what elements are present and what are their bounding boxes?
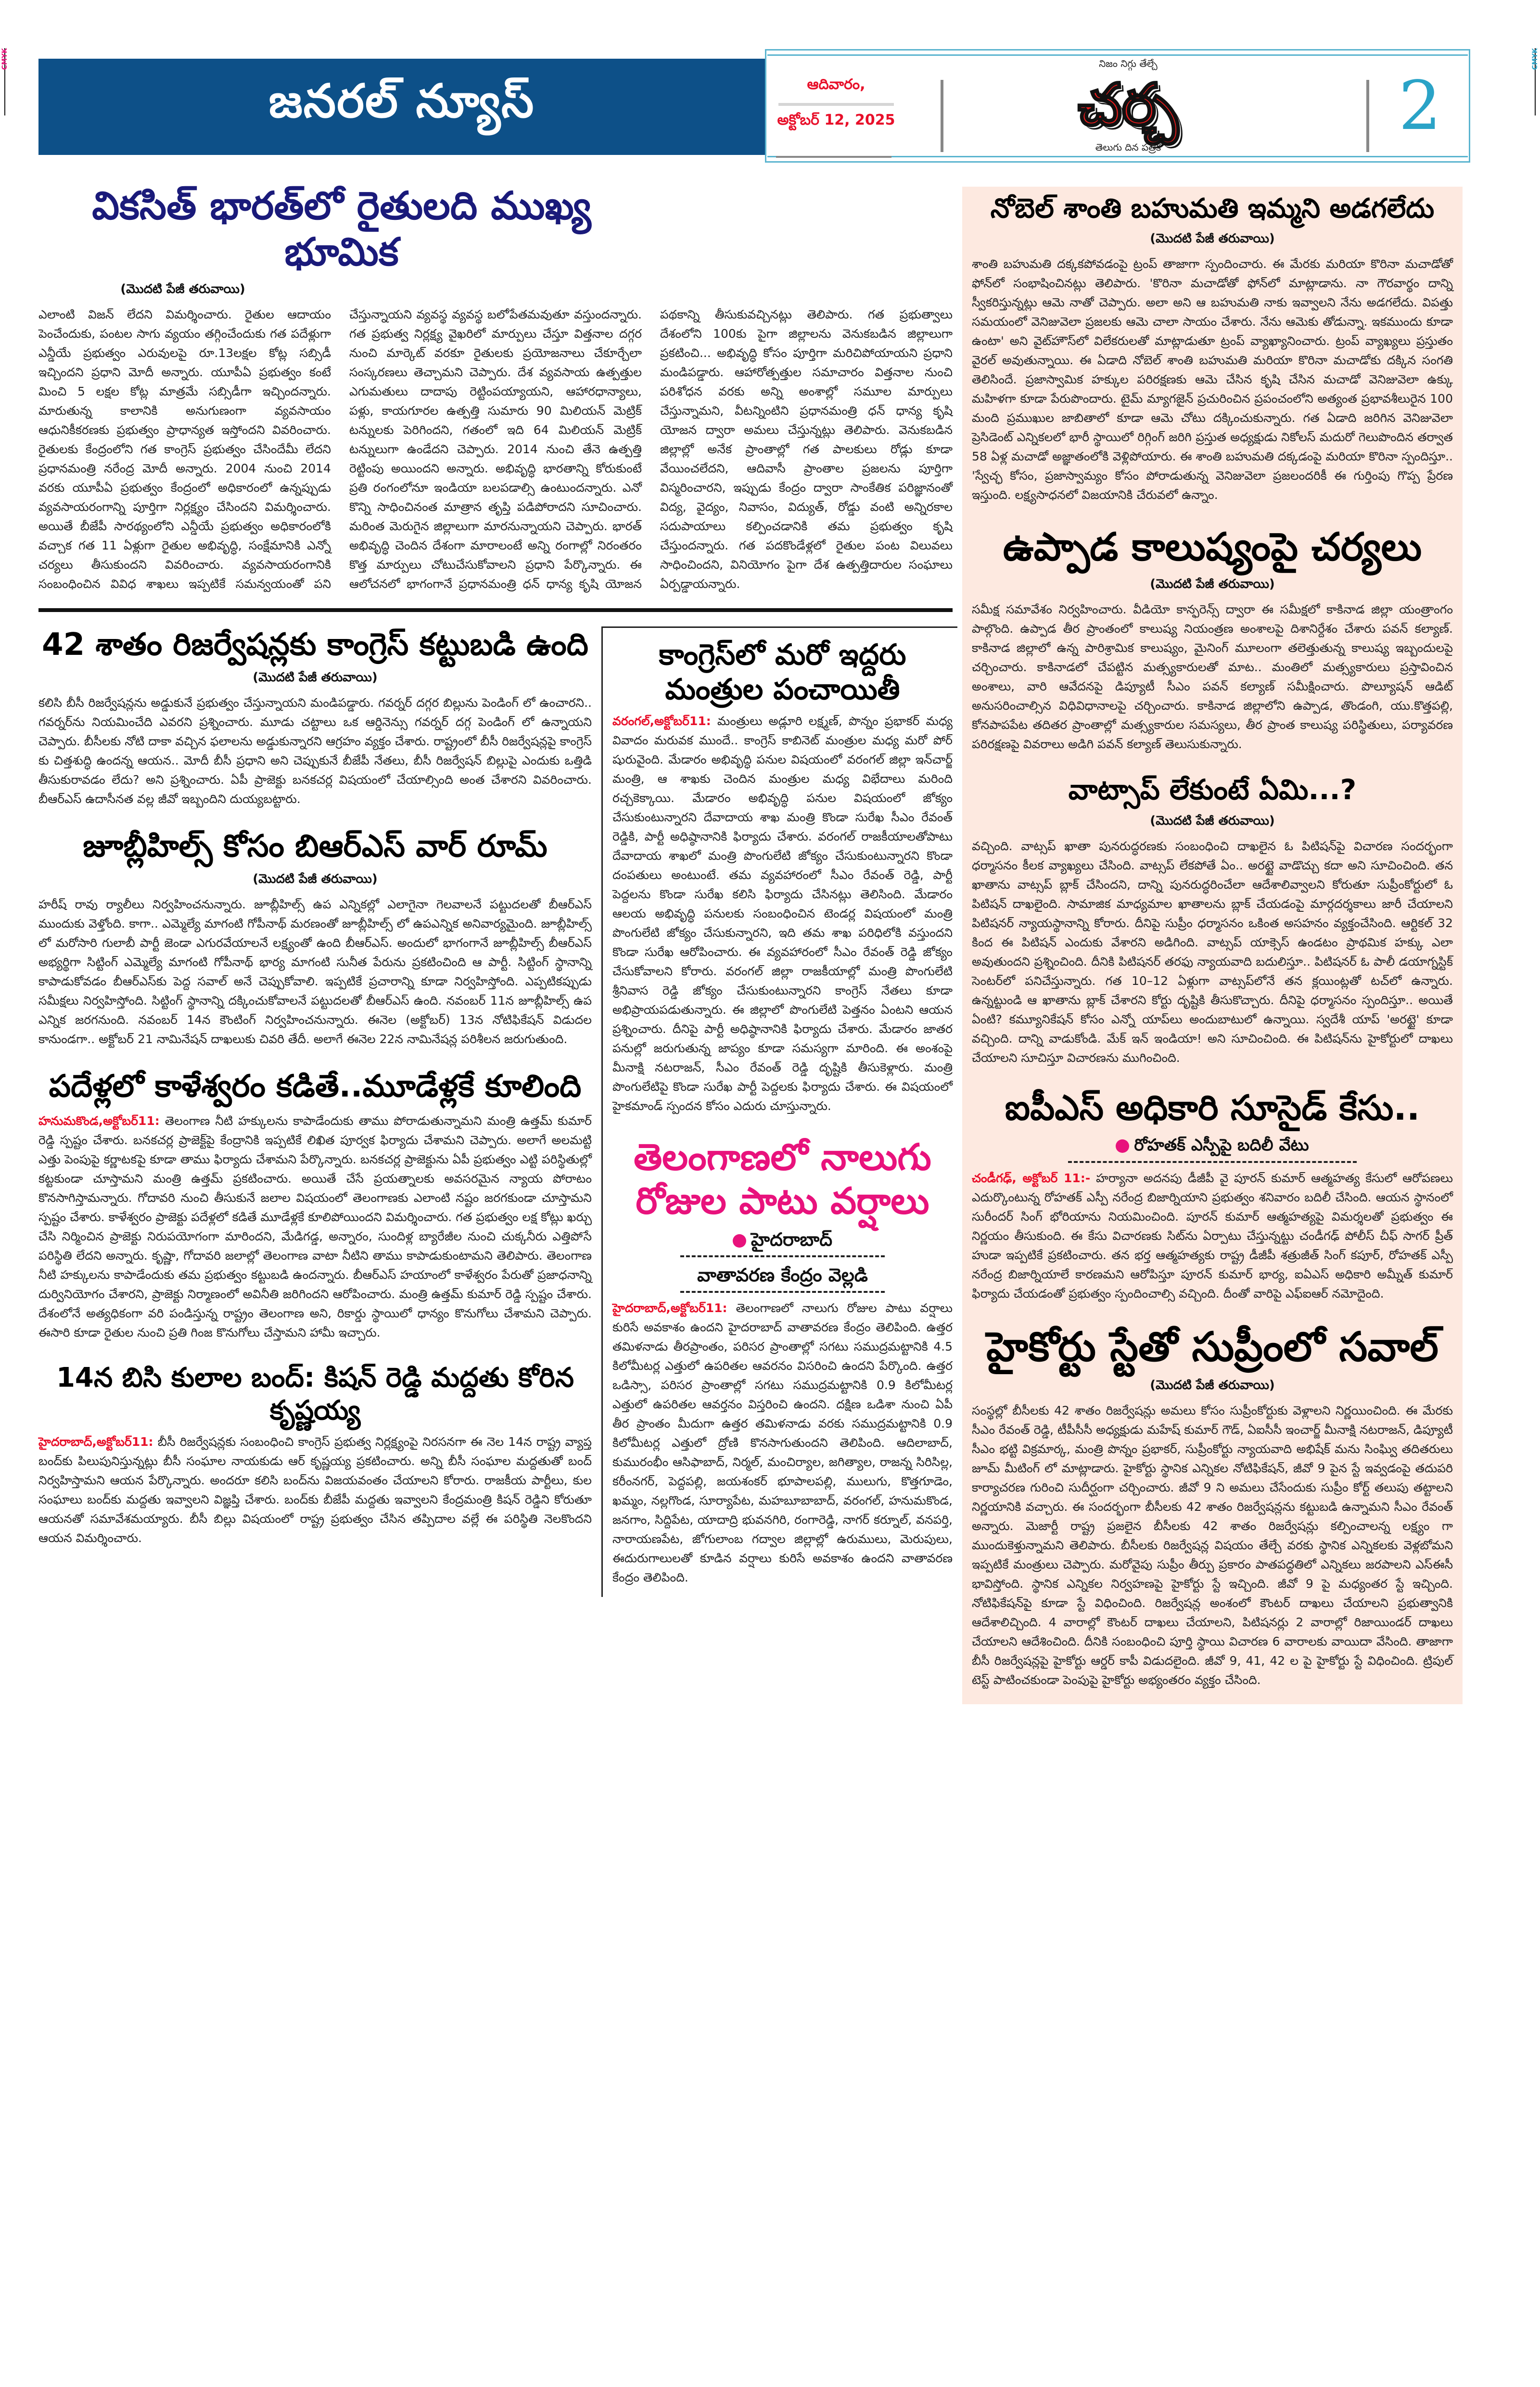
- registration-cmyk-left: CMYK: [1, 48, 9, 70]
- article-body-uppada: సమీక్ష సమావేశం నిర్వహించారు. వీడియో కాన్ఫరెన్స్ ద్వారా ఈ సమీక్షలో కాకినాడ జిల్లా యంత్రాంగం పాల్గొంది. ఉప్పాడ తీర ప్రాంతంలో కాలుష్య నియంత్రణ అంశాలపై దిశానిర్దేశం చేశారు పవన్ కల్యాణ్. కాకినాడ జిల్లాలో ఉన్న పారిశ్రామిక కాలుష్యం, మైనింగ్ మూలంగా తలెత్తుతున్న కాలుష్య ఇబ్బందులపై చర్చించారు. కాకినాడలో చేపట్టిన మత్స్యకారులతో మాట.. మంతిలో మత్స్యకారులు ప్రస్తావించిన అంశాలు, వారి ఆవేదనపై డిప్యూటీ సీఎం పవన్ కల్యాణ్ సమీక్షించారు. పొల్యూషన్ ఆడిట్ అనుసరించాల్సిన విధివిధానాలపై చర్చించారు. కాకినాడ జిల్లాలోని ఉప్పాడ, తొండంగి, యు.కొత్తపల్లి, కోనపాపపేట తదితర ప్రాంతాల్లో మత్స్యకారుల సమస్యలు, తీర ప్రాంత కాలుష్య పరిస్థితులు, పర్యావరణ పరిరక్షణపై వివరాలు అడిగి పవన్ కల్యాణ్ తెలుసుకున్నారు.: [972, 602, 1453, 752]
- dashed-divider: [1068, 1161, 1357, 1163]
- article-whatsapp: [972, 773, 1453, 1068]
- right-panel: [962, 187, 1463, 1704]
- headline-bandh: 14న బిసి కులాల బంద్: కిషన్ రెడ్డి మద్దతు కోరిన కృష్ణయ్య: [56, 1362, 574, 1426]
- logo-wordmark: చర్చ: [1078, 72, 1179, 139]
- article-body-nobel: శాంతి బహుమతి దక్కకపోవడంపై ట్రంప్ తాజాగా స్పందించారు. ఈ మేరకు మరియా కొరినా మచాడోతో ఫోన్‌లో సంభాషించినట్లు తెలిపారు. 'కొరినా మచాడోతో ఫోన్‌లో మాట్లాడాను. నా గౌరవార్థం దాన్ని స్వీకరిస్తున్నట్లు ఆమె నాతో చెప్పారు. అలా అని ఆ బహుమతి నాకు ఇవ్వాలని నేను అడగలేదు. విపత్తు సమయంలో వెనిజువెలా ప్రజలకు ఆమె చాలా సాయం చేశారు. నేను ఆమెకు తోడున్నా. ఇకముందు కూడా ఉంటా' అని వైట్‌హౌస్‌లో విలేకరులతో మాట్లాడుతూ ట్రంప్ వ్యాఖ్యానించారు. ట్రంప్ వ్యాఖ్యలు ప్రస్తుతం వైరల్ అవుతున్నాయి. ఈ ఏడాది నోబెల్ శాంతి బహుమతి మరియా కొరినా మచాడోకు దక్కిన సంగతి తెలిసిందే. ప్రజాస్వామిక హక్కుల పరిరక్షణకు ఆమె చేసిన కృషి చేసిన మచాడో వెనిజువెలా ఉక్కు మహిళగా కూడా పేరుపొందారు. టైమ్ మ్యాగజైన్ ప్రచురించిన ప్రపంచంలోని అత్యంత ప్రభావశీలురైన 100 మంది ప్రముఖుల జాబితాలో కూడా ఆమె చోటు దక్కించుకున్నారు. గత ఏడాది జరిగిన వెనిజువెలా ప్రెసిడెంట్ ఎన్నికలలో భారీ స్థాయిలో రిగ్గింగ్ జరిగి ప్రస్తుత అధ్యక్షుడు నికోలస్ మదురో గెలుపొందిన తర్వాత 58 ఏళ్ల మచాడో అజ్ఞాతంలోకి వెళ్లిపోయారు. ఈ శాంతి బహుమతి దక్కడంపై మరియా కొరినా స్పందిస్తూ.. 'స్వేచ్ఛ కోసం, ప్రజాస్వామ్యం కోసం పోరాడుతున్న వెనిజువెలా ప్రజలందరికీ ఈ గుర్తింపు గొప్ప ప్రేరణ ఇస్తుంది. లక్ష్యసాధనలో విజయానికి చేరువలో ఉన్నాం.: [972, 257, 1453, 502]
- article-rains: [612, 1135, 953, 1587]
- date-box: [776, 65, 896, 152]
- masthead-divider: [1366, 80, 1369, 152]
- dateline-kaleshwaram: హనుమకొండ,అక్టోబర్11:: [38, 1114, 160, 1128]
- continued-label: (మొదటి పేజీ తరువాయి): [253, 871, 378, 886]
- article-ministers: [612, 638, 953, 1116]
- dashed-divider: [680, 1291, 884, 1293]
- article-body-whatsapp: వచ్చింది. వాట్సప్ ఖాతా పునరుద్ధరణకు సంబంధించి దాఖలైన ఓ పిటిషన్‌పై విచారణ సందర్భంగా ధర్మాసనం కీలక వ్యాఖ్యలు చేసింది. వాట్సప్ లేకపోతే ఏం.. అరట్టై వాడొచ్చు కదా అని సూచించింది. తన ఖాతాను వాట్సప్ బ్లాక్ చేసిందని, దాన్ని పునరుద్ధరించేలా ఆదేశాలివ్వాలని కోరుతూ సుప్రీంకోర్టులో ఓ పిటిషన్ దాఖలైంది. సామాజిక మాధ్యమాల ఖాతాలను బ్లాక్ చేయడంపై మార్గదర్శకాలు జారీ చేయాలని పిటిషనర్ న్యాయస్థానాన్ని కోరారు. దీనిపై సుప్రీం ధర్మాసనం ఒకింత అసహనం వ్యక్తంచేసింది. ఆర్టికల్ 32 కింద ఈ పిటిషన్ ఎందుకు వేశారని అడిగింది. వాట్సప్ యాక్సెస్ ఉండటం ప్రాథమిక హక్కు ఎలా అవుతుందని ప్రశ్నించింది. దీనికి పిటిషనర్ తరఫు న్యాయవాది బదులిస్తూ.. పిటిషనర్ ఓ పాలీ డయాగ్నస్టిక్ సెంటర్‌లో పనిచేస్తున్నారు. గత 10–12 ఏళ్లుగా వాట్సప్‌లోనే తన క్లయింట్లతో టచ్‌లో ఉన్నారు. ఉన్నట్టుండి ఆ ఖాతాను బ్లాక్ చేశారని కోర్టు దృష్టికి తీసుకొచ్చారు. దీనిపై ధర్మాసనం స్పందిస్తూ.. అయితే ఏంటి? కమ్యూనికేషన్ కోసం ఎన్నో యాప్‌లు అందుబాటులో ఉన్నాయి. స్వదేశీ యాప్ 'అరట్టై' కూడా వచ్చింది. దాన్ని వాడుకోండి. మేక్ ఇన్ ఇండియా! అని సూచించింది. ఈ పిటిషన్‌ను హైకోర్టులో దాఖలు చేయాలని సూచిస్తూ విచారణను ముగించింది.: [972, 839, 1453, 1065]
- middle-column-box: [601, 626, 957, 1597]
- date-day: ఆదివారం,: [807, 76, 865, 93]
- section-title: జనరల్ న్యూస్: [268, 74, 535, 128]
- article-body-ministers: మంత్రులు అడ్లూరి లక్ష్మణ్, పొన్నం ప్రభాకర్ మధ్య వివాదం మరువక ముందే.. కాంగ్రెస్ కాబినెట్ మంత్రుల మధ్య మరో పోర్ షురువైంది. మేడారం అభివృద్ధి పనుల విషయంలో వరంగల్ జిల్లా ఇన్‌చార్జ్ మంత్రి, ఆ శాఖకు చెందిన మంత్రుల మధ్య విభేదాలు మరింది రచ్చకెక్కాయి. మేడారం అభివృద్ధి పనుల విషయంలో జోక్యం చేసుకుంటున్నారని దేవాదాయ శాఖ మంత్రి కొండా సురేఖ సీఎం రేవంత్ రెడ్డికి, పార్టీ అధిష్ఠానానికి ఫిర్యాదు చేశారు. వరంగల్ రాజకీయాలతోపాటు దేవాదాయ శాఖలో మంత్రి పొంగులేటి జోక్యం చేసుకుంటున్నారని కొండా దంపతులు అంటుంటే. తమ వ్యవహారంలో సీఎం రేవంత్ రెడ్డి, పార్టీ పెద్దలను కొండా సురేఖ కలిసి ఫిర్యాదు చేసినట్లు తెలిసింది. మేడారం ఆలయ అభివృద్ధి పనులకు సంబంధించిన టెండర్ల విషయంలో మంత్రి పొంగులేటి జోక్యం చేసుకున్నారని, ఇది తమ శాఖ పరిధిలోకి వస్తుందని కొండా సురేఖ ఆరోపించారు. ఈ వ్యవహారంలో సీఎం రేవంత్ రెడ్డి జోక్యం చేసుకోవాలని కోరారు. వరంగల్ జిల్లా రాజకీయాల్లో మంత్రి పొంగులేటి శ్రీనివాస రెడ్డి జోక్యం చేసుకుంటున్నారని కాంగ్రెస్ నేతలు కూడా అభిప్రాయపడుతున్నారు. ఈ జిల్లాలో పొంగులేటి పెత్తనం ఏంటని ఆయన ప్రశ్నించారు. దీనిపై పార్టీ అధిష్ఠానానికి ఫిర్యాదు చేశారు. మేడారం జాతర పనుల్లో జరుగుతున్న జాప్యం కూడా సమస్యగా మారింది. ఈ అంశంపై మీనాక్షి నటరాజన్, సీఎం రేవంత్ రెడ్డి దృష్టికి తీసుకెళ్లారు. మంత్రి పొంగులేటిపై కొండా సురేఖ పార్టీ పెద్దలకు ఫిర్యాదు చేశారు. ఈ విషయంలో హైకమాండ్ స్పందన కోసం ఎదురు చూస్తున్నారు.: [612, 714, 953, 1113]
- logo-subtitle: తెలుగు దిన పత్రిక: [1095, 141, 1161, 153]
- article-body-reservation: కలిసి బీసీ రిజర్వేషన్లను అడ్డుకునే ప్రభుత్వం చేస్తున్నాయని మండిపడ్డారు. గవర్నర్ దగ్గర బిల్లును పెండింగ్ లో ఉంచారని.. గవర్నర్‌ను నియమించేది ఎవరని ప్రశ్నించారు. మూడు చట్టాలు ఒక ఆర్డినెన్సు గవర్నర్ దగ్గ పెండింగ్ లో ఉన్నాయని చెప్పారు. బీసీలకు నోటి దాకా వచ్చిన ఫలాలను అడ్డుకున్నారని ఆగ్రహం వ్యక్తం చేశారు. రాష్ట్రంలో బీసీ రిజర్వేషన్లపై కాంగ్రెస్ కు చిత్తశుద్ధి ఉందన్న ఆయన.. మోదీ బీసీ ప్రధాని అని చెప్పుకునే బీజేపీ నేతలు, బీసీ రిజర్వేషన్ బిల్లుపై ఎందుకు ఒత్తిడి తీసుకురావడం లేదు? అని ప్రశ్నించారు. ఏపీ ప్రాజెక్టు బనకచర్ల విషయంలో చేయాల్సింది అంత చేశారని వివరించారు. బీఆర్ఎస్ ఉదాసీనత వల్ల జీవో ఇబ్బందిని దుయ్యబట్టారు.: [38, 695, 592, 806]
- masthead: [765, 49, 1470, 163]
- article-warroom: [38, 828, 592, 1049]
- headline-lead: వికసిత్ భారత్‌లో రైతులది ముఖ్య భూమిక: [92, 183, 591, 274]
- continued-label: (మొదటి పేజీ తరువాయి): [1150, 577, 1275, 592]
- registration-mark-left: [0, 48, 10, 115]
- dashed-divider: [680, 1255, 884, 1257]
- article-body-kaleshwaram: తెలంగాణ నీటి హక్కులను కాపాడేందుకు తాము పోరాడుతున్నామని మంత్రి ఉత్తమ్ కుమార్ రెడ్డి స్పష్టం చేశారు. బనకచర్ల ప్రాజెక్ట్‌పై కేంద్రానికి ఇప్పటికే లిఖిత పూర్వక ఫిర్యాదు చేశామని చెప్పారు. అలాగే అలమట్టి ఎత్తు పెంపుపై కర్ణాటకపై కూడా తాము ఫిర్యాదు చేశామని పేర్కొన్నారు. బనకచర్ల ప్రాజెక్టును ఏపీ ప్రభుత్వం ఎట్టి పరిస్థితుల్లో కట్టకుండా చూస్తామని మంత్రి ఉత్తమ్ ప్రకటించారు. అయితే చేసే ప్రయత్నాలకు అవసరమైన న్యాయ పోరాటం కొనసాగిస్తామన్నారు. గోదావరి నుంచి తీసుకునే జలాల విషయంలో తెలంగాణకు ఎలాంటి నష్టం జరగకుండా చూస్తామని స్పష్టం చేశారు. కాళేశ్వరం ప్రాజెక్టు పదేళ్లలో కడితే మూడేళ్లకే కూలిపోయిందని విమర్శించారు. గత ప్రభుత్వం లక్ష కోట్లు ఖర్చు చేసి నిర్మించిన ప్రాజెక్టు నిరుపయోగంగా మారిందని, మేడిగడ్డ, అన్నారం, సుందిళ్ల బ్యారేజీల నుంచి చుక్కనీరు ఎత్తిపోసే పరిస్థితి లేదని అన్నారు. కృష్ణా, గోదావరి జలాల్లో తెలంగాణ వాటా నీటిని తాము కాపాడుకుంటామని తెలిపారు. తెలంగాణ నీటి హక్కులను కాపాడేందుకు తమ ప్రభుత్వం కట్టుబడి ఉందన్నారు. బీఆర్ఎస్ హయాంలో కాళేశ్వరం పేరుతో ప్రజాధనాన్ని దుర్వినియోగం చేశారని, ప్రాజెక్టు నిర్మాణంలో అవినీతి జరిగిందని ఆరోపించారు. మంత్రి ఉత్తమ్ కుమార్ రెడ్డి స్పష్టం చేశారు. దేశంలోనే అత్యధికంగా వరి పండిస్తున్న రాష్ట్రం తెలంగాణ అని, రికార్డు స్థాయిలో ధాన్యం కొనుగోలు చేశామని చెప్పారు. ఈసారి కూడా రైతుల నుంచి ప్రతి గింజ కొనుగోలు చేస్తామని హామీ ఇచ్చారు.: [38, 1114, 592, 1340]
- date-underline: [776, 156, 891, 158]
- article-lead: [38, 183, 953, 612]
- headline-whatsapp: వాట్సాప్ లేకుంటే ఏమి...?: [1068, 773, 1357, 806]
- headline-ips: ఐపీఎస్ అధికారి సూసైడ్ కేసు..: [1005, 1087, 1420, 1128]
- ips-subhead-text: రోహతక్ ఎస్పీపై బదిలీ వేటు: [1134, 1136, 1309, 1155]
- dateline-ministers: వరంగల్,అక్టోబర్11:: [612, 714, 711, 728]
- headline-highcourt: హైకోర్టు స్టేతో సుప్రీంలో సవాల్: [986, 1323, 1438, 1371]
- headline-nobel: నోబెల్ శాంతి బహుమతి ఇమ్మని అడగలేదు: [990, 193, 1435, 224]
- continued-label: (మొదటి పేజీ తరువాయి): [1150, 1378, 1275, 1392]
- article-reservation: [38, 626, 592, 809]
- dateline-ips: చండీగఢ్, అక్టోబర్ 11:-: [972, 1171, 1091, 1186]
- article-uppada: [972, 524, 1453, 754]
- article-body-lead: ఎలాంటి విజన్ లేదని విమర్శించారు. రైతుల ఆదాయం పెంచేందుకు, పంటల సాగు వ్యయం తగ్గించేందుకు గత పదేళ్లుగా ఎన్డీయే ప్రభుత్వం ఎరువులపై రూ.13లక్షల కోట్ల సబ్సిడీ ఇచ్చిందని ప్రధాని మోదీ అన్నారు. యూపీఏ ప్రభుత్వం కంటే మించి 5 లక్షల కోట్ల మాత్రమే సబ్సిడీగా ఇచ్చిందన్నారు. మారుతున్న కాలానికి అనుగుణంగా వ్యవసాయం ఆధునికీకరణకు ప్రభుత్వం ప్రాధాన్యత ఇస్తోందని వివరించారు. రైతులకు కేంద్రంలోని గత కాంగ్రెస్ ప్రభుత్వం చేసిందేమీ లేదని ప్రధానమంత్రి నరేంద్ర మోదీ అన్నారు. 2004 నుంచి 2014 వరకు యూపీఏ ప్రభుత్వం కేంద్రంలో అధికారంలో ఉన్నప్పుడు వ్యవసాయరంగాన్ని పూర్తిగా నిర్లక్ష్యం చేసిందని విమర్శించారు. అయితే బీజేపీ సారథ్యంలోని ఎన్డీయే ప్రభుత్వం అధికారంలోకి వచ్చాక గత 11 ఏళ్లుగా రైతుల అభివృద్ధి, సంక్షేమానికి ఎన్నో చర్యలు తీసుకుందని వివరించారు. వ్యవసాయరంగానికి సంబంధించిన వివిధ శాఖలు ఇప్పటికే సమన్వయంతో పని చేస్తున్నాయని వ్యవస్థ వ్యవస్థ బలోపేతమవుతూ వస్తుందన్నారు. గత ప్రభుత్వ నిర్లక్ష్య వైఖరిలో మార్పులు చేస్తూ విత్తనాల దగ్గర నుంచి మార్కెట్ వరకూ రైతులకు ప్రయోజనాలు చేకూర్చేలా సంస్కరణలు తెచ్చామని చెప్పారు. దేశ వ్యవసాయ ఉత్పత్తుల ఎగుమతులు దాదాపు రెట్టింపయ్యాయని, ఆహారధాన్యాలు, పళ్లు, కాయగూరల ఉత్పత్తి సుమారు 90 మిలియన్ మెట్రిక్ టన్నులకు పెరిగిందని, గతంలో ఇది 64 మిలియన్ మెట్రిక్ టన్నులుగా ఉండేదని చెప్పారు. 2014 నుంచి తేనె ఉత్పత్తి రెట్టింపు అయిందని అన్నారు. అభివృద్ధి భారతాన్ని కోరుకుంటే ప్రతి రంగంలోనూ ఇండియా బలపడాల్సి ఉంటుందన్నారు. ఎనో కొన్ని సాధించినంత మాత్రాన తృప్తి పడిపోరాదని సూచించారు. మరింత మెరుగైన జిల్లాలుగా మారనున్నాయని చెప్పారు. భారత్ అభివృద్ధి చెందిన దేశంగా మారాలంటే అన్ని రంగాల్లో నిరంతరం కొత్త మార్పులు చోటుచేసుకోవాలని ప్రధాని పేర్కొన్నారు. ఈ ఆలోచనలో భాగంగానే ప్రధానమంత్రి ధన్ ధాన్య కృషి యోజన పథకాన్ని తీసుకువచ్చినట్లు తెలిపారు. గత ప్రభుత్వాలు దేశంలోని 100కు పైగా జిల్లాలను వెనుకబడిన జిల్లాలుగా ప్రకటించి... అభివృద్ధి కోసం పూర్తిగా మరిచిపోయాయని ప్రధాని మండిపడ్డారు. ఆహారోత్పత్తుల సమాచారం విత్తనాల నుంచి పరిశోధన వరకు అన్ని అంశాల్లో సమూల మార్పులు చేస్తున్నామని, వీటన్నింటిని ప్రధానమంత్రి ధన్ ధాన్య కృషి యోజన ద్వారా అమలు చేస్తున్నట్లు తెలిపారు. వెనుకబడిన జిల్లాల్లో అనేక ప్రాంతాల్లో గత పాలకులు రోడ్లు కూడా వేయించలేదని, ఆదివాసీ ప్రాంతాల ప్రజలను పూర్తిగా విస్మరించారని, ఇప్పుడు కేంద్రం ద్వారా సాంకేతిక పరిజ్ఞానంతో విద్య, వైద్యం, నివాసం, విద్యుత్, రోడ్డు వంటి అన్నిరకాల సదుపాయాలు కల్పించడానికి తమ ప్రభుత్వం కృషి చేస్తుందన్నారు. గత పదకొండేళ్లలో రైతుల పంట విలువలు సాధించిందని, వినియోగం పైగా దేశ ఉత్పత్తిదారుల సంఘాలు ఏర్పడ్డాయన్నారు.: [38, 307, 953, 591]
- article-body-warroom: హరీష్ రావు ర్యాలీలు నిర్వహించనున్నారు. జూబ్లీహిల్స్ ఉప ఎన్నికల్లో ఎలాగైనా గెలవాలనే పట్టుదలతో బీఆర్ఎస్ ముందుకు వెళ్తోంది. కాగా.. ఎమ్మెల్యే మాగంటి గోపీనాథ్ మరణంతో జూబ్లీహిల్స్ లో ఉపఎన్నిక అనివార్యమైంది. జూబ్లీహిల్స్ లో మరోసారి గులాబీ పార్టీ జెండా ఎగురవేయాలనే లక్ష్యంతో ఉంది బీఆర్ఎస్. అందులో భాగంగానే జూబ్లీహిల్స్ బీఆర్ఎస్ అభ్యర్థిగా సిట్టింగ్ ఎమ్మెల్యే మాగంటి గోపీనాథ్ భార్య మాగంటి సునీత పేరును ప్రకటించింది ఆ పార్టీ. సిట్టింగ్ స్థానాన్ని కాపాడుకోవడం బీఆర్ఎస్‌కు పెద్ద సవాల్ అనే చెప్పుకోవాలి. ఇప్పటికే ప్రచారాన్ని కూడా నిర్వహిస్తోంది. ఎప్పటికప్పుడు సమీక్షలు నిర్వహిస్తోంది. సిట్టింగ్ స్థానాన్ని దక్కించుకోవాలనే పట్టుదలతో బీఆర్ఎస్ ఉంది. నవంబర్ 11న జూబ్లీహిల్స్ ఉప ఎన్నిక జరగనుంది. నవంబర్ 14న కౌంటింగ్ నిర్వహించనున్నారు. ఈనెల (అక్టోబర్) 13న నోటిఫికేషన్ విడుదల కానుండగా.. అక్టోబర్ 21 నామినేషన్ దాఖలుకు చివరి తేదీ. అలాగే ఈనెల 22న నామినేషన్ల పరిశీలన జరుగుతుంది.: [38, 897, 592, 1046]
- headline-uppada: ఉప్పాడ కాలుష్యంపై చర్యలు: [1003, 524, 1422, 570]
- dateline-rains: హైదరాబాద్,అక్టోబర్11:: [612, 1301, 727, 1315]
- rains-location: [612, 1227, 953, 1251]
- headline-ministers: కాంగ్రెస్‌లో మరో ఇద్దరు మంత్రుల పంచాయితీ: [659, 638, 906, 706]
- article-body-ips: హర్యానా అదనపు డీజీపీ వై పూరన్ కుమార్ ఆత్మహత్య కేసులో ఆరోపణలు ఎదుర్కొంటున్న రోహతక్ ఎస్పీ నరేంద్ర బిజార్నియాని ప్రభుత్వం శనివారం బదిలీ చేసింది. ఆయన స్థానంలో సురీందర్ సింగ్ భోరియాను నియమించింది. పూరన్ కుమార్ ఆత్మహత్యపై విమర్శలతో ప్రభుత్వం ఈ నిర్ణయం తీసుకుంది. ఈ కేసు విచారణకు సిట్‌ను ఏర్పాటు చేస్తున్నట్టు చండీగఢ్ పోలీస్ చీఫ్ సాగర్ ప్రీత్ హుడా ఇప్పటికే ప్రకటించారు. తన భర్త ఆత్మహత్యకు రాష్ట్ర డీజీపీ శత్రుజీత్ సింగ్ కపూర్, రోహతక్ ఎస్పీ నరేంద్ర బిజార్నియాలే కారణమని ఆరోపిస్తూ పూరన్ కుమార్ భార్య, ఐఏఎస్ అధికారి అమ్నీత్ కుమార్ ఫిర్యాదు చేయడంతో ప్రభుత్వం స్పందించాల్సి వచ్చింది. దీంతో వారిపై ఎఫ్ఐఆర్ నమోదైంది.: [972, 1171, 1453, 1301]
- section-banner: [38, 59, 765, 155]
- continued-label: (మొదటి పేజీ తరువాయి): [120, 282, 245, 296]
- headline-warroom: జూబ్లీహిల్స్ కోసం బిఆర్ఎస్ వార్ రూమ్: [83, 828, 547, 864]
- newspaper-logo: [1027, 58, 1229, 164]
- section-divider: [38, 608, 953, 612]
- continued-label: (మొదటి పేజీ తరువాయి): [1150, 231, 1275, 246]
- headline-rains-line2: రోజుల పాటు వర్షాలు: [636, 1179, 929, 1223]
- rains-location-text: హైదరాబాద్: [751, 1229, 833, 1251]
- rains-subhead: వాతావరణ కేంద్రం వెల్లడి: [697, 1264, 868, 1286]
- article-body-bandh: బీసీ రిజర్వేషన్లకు సంబంధించి కాంగ్రెస్ ప్రభుత్వ నిర్లక్ష్యంపై నిరసనగా ఈ నెల 14న రాష్ట్ర వ్యాప్త బంద్‌కు పిలుపునిస్తున్నట్లు బీసీ సంఘాల నాయకుడు ఆర్ కృష్ణయ్య ప్రకటించారు. అన్ని బీసీ సంఘాల మద్దతుతో బంద్ నిర్వహిస్తామని ఆయన పేర్కొన్నారు. అందరూ కలిసి బంద్‌ను విజయవంతం చేయాలని కోరారు. రాజకీయ పార్టీలు, కుల సంఘాలు బంద్‌కు మద్దతు ఇవ్వాలని విజ్ఞప్తి చేశారు. బంద్‌కు బీజేపీ మద్దతు ఇవ్వాలని కేంద్రమంత్రి కిషన్ రెడ్డిని కోరుతూ ఆయనతో సమావేశమయ్యారు. బీసీ బిల్లు విషయంలో రాష్ట్ర ప్రభుత్వం చేసిన తప్పిదాల వల్లే ఈ పరిస్థితి నెలకొందని ఆయన విమర్శించారు.: [38, 1434, 592, 1545]
- headline-reservation: 42 శాతం రిజర్వేషన్లకు కాంగ్రెస్ కట్టుబడి ఉంది: [42, 627, 588, 663]
- headline-rains-line1: తెలంగాణలో నాలుగు: [634, 1136, 931, 1178]
- continued-label: (మొదటి పేజీ తరువాయి): [1150, 813, 1275, 828]
- registration-cmyk-right: CMYK: [1531, 48, 1539, 70]
- bullet-icon: [1116, 1139, 1129, 1153]
- headline-kaleshwaram: పదేళ్లలో కాళేశ్వరం కడితే..మూడేళ్లకే కూలింది: [49, 1068, 582, 1104]
- logo-tagline: నిజం నిగ్గు తేల్చే: [1099, 58, 1158, 69]
- page-number: 2: [1398, 67, 1441, 145]
- article-body-highcourt: సంస్థల్లో బీసీలకు 42 శాతం రిజర్వేషన్లు అమలు కోసం సుప్రీంకోర్టుకు వెళ్లాలని నిర్ణయించింది. ఈ మేరకు సీఎం రేవంత్ రెడ్డి, టీపీసీసీ అధ్యక్షుడు మహేష్ కుమార్ గౌడ్, ఏఐసీసీ ఇంచార్జ్ మీనాక్షి నటరాజన్, డిప్యూటీ సీఎం భట్టి విక్రమార్క, మంత్రి పొన్నం ప్రభాకర్, సుప్రీంకోర్టు న్యాయవాది అభిషేక్ మను సింఘ్వి తదితరులు జూమ్ మీటింగ్ లో మాట్లాడారు. హైకోర్టు స్థానిక ఎన్నికల నోటిఫికేషన్, జీవో 9 పైన స్టే ఇవ్వడంపై తదుపరి కార్యాచరణ గురించి సుదీర్ఘంగా చర్చించారు. జీవో 9 ని అమలు చేసేందుకు సుప్రీం కోర్ట్ తలుపు తట్టాలని నిర్ణయానికి వచ్చారు. ఈ సందర్భంగా బీసీలకు 42 శాతం రిజర్వేషన్లను కట్టుబడి ఉన్నామని సీఎం రేవంత్ అన్నారు. మెజార్టీ రాష్ట్ర ప్రజలైన బీసీలకు 42 శాతం రిజర్వేషన్లు కల్పించాలన్న లక్ష్యం గా ముందుకెళ్తున్నామని తెలిపారు. బీసీలకు రిజర్వేషన్ల విషయం తేల్చే వరకు స్థానిక ఎన్నికలకు వెళ్లబోమని ఇప్పటికే మంత్రులు చెప్పారు. మరోవైపు సుప్రీం తీర్పు ప్రకారం పాతపద్ధతిలో ఎన్నికలు జరపాలని ఎస్ఈసీ భావిస్తోంది. స్థానిక ఎన్నికల నిర్వహణపై హైకోర్టు స్టే ఇచ్చింది. జీవో 9 పై మధ్యంతర స్టే ఇచ్చింది. నోటిఫికేషన్‌పై కూడా స్టే విధించింది. రిజర్వేషన్ల అంశంలో కౌంటర్ దాఖలు చేయాలని ప్రభుత్వానికి ఆదేశాలిచ్చింది. 4 వారాల్లో కౌంటర్ దాఖలు చేయాలని, పిటిషనర్లు 2 వారాల్లో రిజాయిండర్ దాఖలు చేయాలని ఆదేశించింది. దీనికి సంబంధించి పూర్తి స్థాయి విచారణ 6 వారాలకు వాయిదా వేసింది. తాజాగా బీసీ రిజర్వేషన్లపై హైకోర్టు ఆర్డర్ కాపీ విడుదలైంది. జీవో 9, 41, 42 ల పై హైకోర్టు స్టే విధించింది. ట్రిపుల్ టెస్ట్ పాటించకుండా పెంపుపై హైకోర్టు అభ్యంతరం వ్యక్తం చేసింది.: [972, 1403, 1453, 1687]
- article-highcourt: [972, 1323, 1453, 1690]
- dateline-bandh: హైదరాబాద్,అక్టోబర్11:: [38, 1434, 153, 1449]
- article-nobel: [972, 192, 1453, 505]
- masthead-divider: [941, 80, 943, 152]
- date-text: అక్టోబర్ 12, 2025: [777, 112, 895, 128]
- bullet-icon: [733, 1234, 746, 1248]
- continued-label: (మొదటి పేజీ తరువాయి): [253, 670, 378, 685]
- article-ips: [972, 1087, 1453, 1303]
- article-bandh: [38, 1362, 592, 1547]
- registration-mark-right: [1530, 48, 1540, 115]
- article-kaleshwaram: [38, 1068, 592, 1343]
- left-column: [38, 626, 592, 1548]
- ips-subhead: [972, 1133, 1453, 1157]
- article-body-rains: తెలంగాణలో నాలుగు రోజుల పాటు వర్షాలు కురిసే అవకాశం ఉందని హైదరాబాద్ వాతావరణ కేంద్రం తెలిపింది. ఉత్తర తమిళనాడు తీరప్రాంతం, పరిసర ప్రాంతాల్లో సగటు సముద్రమట్టానికి 4.5 కిలోమీటర్ల ఎత్తులో ఉపరితల ఆవరనం విసరించి ఉందని పేర్కొంది. ఉత్తర ఒడిస్సా, పరిసర ప్రాంతాల్లో సగటు సముద్రమట్టానికి 0.9 కిలోమీటర్ల ఎత్తులో ఉపరితల ఆవర్తనం విస్తరించి ఉందని. దక్షిణ ఒడిశా నుంచి ఏపీ తీర ప్రాంతం మీదుగా ఉత్తర తమిళనాడు వరకు సముద్రమట్టానికి 0.9 కిలోమీటర్ల ఎత్తులో ద్రోణి కొనసాగుతుందని తెలిపింది. ఆదిలాబాద్, కుమురంభీం ఆసిఫాబాద్, నిర్మల్, మంచిర్యాల, జగిత్యాల, రాజన్న సిరిసిల్ల, కరీంనగర్, పెద్దపల్లి, జయశంకర్ భూపాలపల్లి, ములుగు, కొత్తగూడెం, ఖమ్మం, నల్లగొండ, సూర్యాపేట, మహబూబాబాద్, వరంగల్, హనుమకొండ, జనగాం, సిద్దిపేట, యాదాద్రి భువనగిరి, రంగారెడ్డి, నాగర్ కర్నూల్, వనపర్తి, నారాయణపేట, జోగులాంబ గద్వాల జిల్లాల్లో ఉరుములు, మెరుపులు, ఈదురుగాలులతో కూడిన వర్షాలు కురిసే అవకాశం ఉందని వాతావరణ కేంద్రం తెలిపింది.: [612, 1301, 953, 1585]
- date-separator: [778, 103, 894, 106]
